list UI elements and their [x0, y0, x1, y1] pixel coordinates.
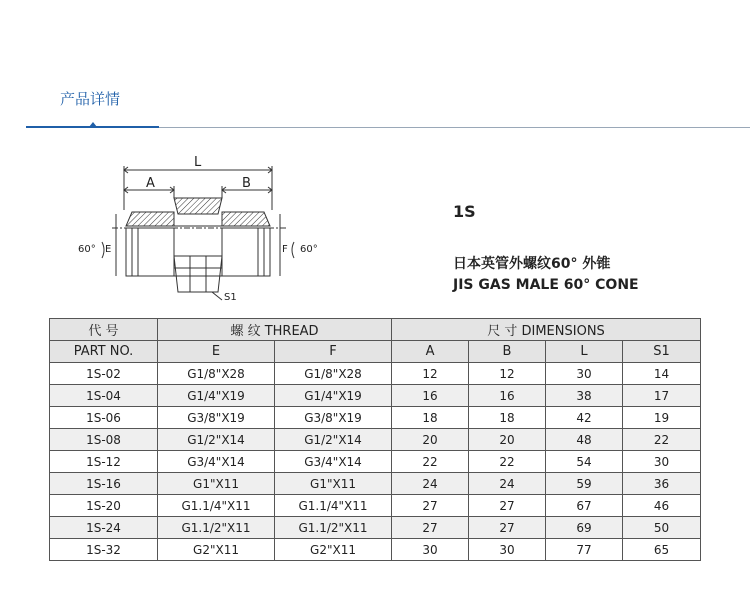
product-name-en: JIS GAS MALE 60° CONE: [453, 277, 639, 293]
dim-b-cell: 20: [469, 429, 546, 451]
header-code-cn: 代 号: [50, 319, 158, 341]
dim-a-cell: 20: [392, 429, 469, 451]
dim-label-b: B: [242, 176, 251, 191]
tab-product-details[interactable]: 产品详情: [60, 90, 121, 108]
tab-caret-icon: [89, 122, 97, 127]
thread-e-cell: G3/8"X19: [158, 407, 275, 429]
dim-a-cell: 24: [392, 473, 469, 495]
header-dimensions: 尺 寸 DIMENSIONS: [392, 319, 701, 341]
dim-s1-cell: 46: [623, 495, 701, 517]
thread-e-cell: G1/4"X19: [158, 385, 275, 407]
spec-table: [49, 318, 701, 561]
dim-s1-cell: 14: [623, 363, 701, 385]
product-code: 1S: [453, 202, 476, 221]
product-name-cn: 日本英管外螺纹60° 外锥: [453, 256, 611, 272]
table-header-row-top: [50, 319, 701, 341]
thread-e-cell: G1.1/4"X11: [158, 495, 275, 517]
dim-s1-cell: 36: [623, 473, 701, 495]
header-part-no: PART NO.: [50, 341, 158, 363]
dim-label-f: F: [282, 244, 288, 255]
dim-a-cell: 16: [392, 385, 469, 407]
dim-label-s1: S1: [224, 292, 237, 303]
dim-l-cell: 38: [546, 385, 623, 407]
dim-a-cell: 27: [392, 517, 469, 539]
table-row: [50, 473, 701, 495]
thread-f-cell: G3/4"X14: [275, 451, 392, 473]
dim-label-l: L: [194, 155, 202, 170]
thread-e-cell: G2"X11: [158, 539, 275, 561]
part-no-cell: 1S-24: [50, 517, 158, 539]
dim-b-cell: 12: [469, 363, 546, 385]
dim-l-cell: 59: [546, 473, 623, 495]
part-no-cell: 1S-06: [50, 407, 158, 429]
table-row: [50, 495, 701, 517]
thread-e-cell: G1"X11: [158, 473, 275, 495]
thread-f-cell: G1.1/4"X11: [275, 495, 392, 517]
thread-f-cell: G3/8"X19: [275, 407, 392, 429]
dim-a-cell: 18: [392, 407, 469, 429]
header-col-a: A: [392, 341, 469, 363]
dim-b-cell: 24: [469, 473, 546, 495]
dim-s1-cell: 65: [623, 539, 701, 561]
dim-b-cell: 30: [469, 539, 546, 561]
thread-f-cell: G1"X11: [275, 473, 392, 495]
angle-label-left: 60°: [78, 244, 96, 255]
dim-label-e: E: [105, 244, 112, 255]
dim-b-cell: 16: [469, 385, 546, 407]
table-header-row-sub: [50, 341, 701, 363]
dim-l-cell: 42: [546, 407, 623, 429]
dim-s1-cell: 50: [623, 517, 701, 539]
thread-f-cell: G1/4"X19: [275, 385, 392, 407]
dim-l-cell: 54: [546, 451, 623, 473]
dim-a-cell: 30: [392, 539, 469, 561]
fitting-drawing: [72, 150, 332, 310]
thread-f-cell: G1.1/2"X11: [275, 517, 392, 539]
dim-b-cell: 27: [469, 495, 546, 517]
dim-s1-cell: 17: [623, 385, 701, 407]
header-col-b: B: [469, 341, 546, 363]
table-row: [50, 363, 701, 385]
thread-f-cell: G1/8"X28: [275, 363, 392, 385]
dim-a-cell: 12: [392, 363, 469, 385]
dim-s1-cell: 30: [623, 451, 701, 473]
dim-s1-cell: 19: [623, 407, 701, 429]
dim-l-cell: 30: [546, 363, 623, 385]
table-row: [50, 407, 701, 429]
thread-f-cell: G2"X11: [275, 539, 392, 561]
dim-a-cell: 22: [392, 451, 469, 473]
dim-a-cell: 27: [392, 495, 469, 517]
dim-s1-cell: 22: [623, 429, 701, 451]
thread-e-cell: G1.1/2"X11: [158, 517, 275, 539]
header-col-e: E: [158, 341, 275, 363]
dim-l-cell: 67: [546, 495, 623, 517]
table-row: [50, 429, 701, 451]
part-no-cell: 1S-20: [50, 495, 158, 517]
thread-f-cell: G1/2"X14: [275, 429, 392, 451]
dim-l-cell: 69: [546, 517, 623, 539]
part-no-cell: 1S-08: [50, 429, 158, 451]
part-no-cell: 1S-12: [50, 451, 158, 473]
header-col-f: F: [275, 341, 392, 363]
dim-label-a: A: [146, 176, 155, 191]
part-no-cell: 1S-32: [50, 539, 158, 561]
header-col-l: L: [546, 341, 623, 363]
tab-bar: [0, 0, 750, 140]
table-row: [50, 539, 701, 561]
header-thread: 螺 纹 THREAD: [158, 319, 392, 341]
part-no-cell: 1S-02: [50, 363, 158, 385]
thread-e-cell: G1/8"X28: [158, 363, 275, 385]
angle-label-right: 60°: [300, 244, 318, 255]
table-row: [50, 385, 701, 407]
dim-b-cell: 18: [469, 407, 546, 429]
part-no-cell: 1S-16: [50, 473, 158, 495]
dim-b-cell: 22: [469, 451, 546, 473]
table-row: [50, 451, 701, 473]
dim-b-cell: 27: [469, 517, 546, 539]
dim-l-cell: 77: [546, 539, 623, 561]
thread-e-cell: G3/4"X14: [158, 451, 275, 473]
table-row: [50, 517, 701, 539]
header-col-s1: S1: [623, 341, 701, 363]
dim-l-cell: 48: [546, 429, 623, 451]
part-no-cell: 1S-04: [50, 385, 158, 407]
thread-e-cell: G1/2"X14: [158, 429, 275, 451]
